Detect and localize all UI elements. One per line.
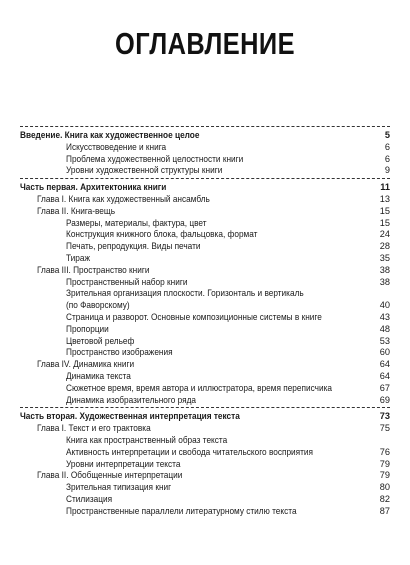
entry-page-number: 73 xyxy=(379,411,390,422)
entry-title: Размеры, материалы, фактура, цвет xyxy=(66,217,207,228)
page-title: ОГЛАВЛЕНИЕ xyxy=(115,26,295,61)
toc-subentry xyxy=(0,277,410,289)
entry-title: (по Фаворскому) xyxy=(66,300,130,311)
entry-title: Стилизация xyxy=(66,493,113,504)
entry-title: Пространственный набор книги xyxy=(66,276,188,287)
entry-title: Страница и разворот. Основные композиционные системы в книге xyxy=(66,311,322,322)
toc-subentry xyxy=(0,241,410,253)
entry-title: Цветовой рельеф xyxy=(66,335,135,346)
entry-title: Глава II. Книга-вещь xyxy=(37,205,116,216)
entry-page-number: 64 xyxy=(379,370,390,381)
entry-page-number: 43 xyxy=(379,311,390,322)
entry-title: Глава II. Обобщенные интерпретации xyxy=(37,470,183,481)
entry-page-number: 60 xyxy=(379,347,390,358)
toc-subentry xyxy=(0,459,410,471)
entry-title: Пространственные параллели литературному стилю текста xyxy=(66,505,297,516)
toc-subentry xyxy=(0,371,410,383)
entry-page-number: 53 xyxy=(379,335,390,346)
entry-title: Проблема художественной целостности книги xyxy=(66,153,244,164)
toc-chapter-entry xyxy=(0,359,410,371)
entry-title: Искусствоведение и книга xyxy=(66,141,167,152)
entry-page-number: 9 xyxy=(384,165,390,176)
toc-subentry xyxy=(0,288,410,300)
toc-subentry xyxy=(0,447,410,459)
toc-subentry xyxy=(0,506,410,518)
entry-page-number: 5 xyxy=(384,130,390,140)
entry-title: Динамика изобразительного ряда xyxy=(66,394,197,405)
entry-page-number: 11 xyxy=(380,182,390,193)
toc-subentry xyxy=(0,253,410,265)
toc-subentry xyxy=(0,300,410,312)
entry-title: Активность интерпретации и свобода читательского восприятия xyxy=(66,446,314,457)
toc-subentry xyxy=(0,229,410,241)
toc-subentry xyxy=(0,435,410,447)
entry-page-number: 15 xyxy=(379,217,390,228)
entry-page-number: 24 xyxy=(379,229,390,240)
entry-title: Сюжетное время, время автора и иллюстратора, время переписчика xyxy=(66,382,332,393)
entry-page-number: 87 xyxy=(379,505,390,516)
toc-section xyxy=(0,126,410,177)
entry-title: Введение. Книга как художественное целое xyxy=(20,130,200,140)
toc-subentry xyxy=(0,383,410,395)
entry-page-number: 79 xyxy=(379,470,390,481)
entry-title: Конструкция книжного блока, фальцовка, формат xyxy=(66,229,258,240)
toc-subentry xyxy=(0,218,410,230)
table-of-contents xyxy=(0,126,410,519)
entry-page-number: 28 xyxy=(379,241,390,252)
entry-title: Уровни художественной структуры книги xyxy=(66,165,223,176)
entry-page-number: 38 xyxy=(379,264,390,275)
section-divider xyxy=(20,126,390,127)
entry-title: Книга как пространственный образ текста xyxy=(66,434,228,445)
entry-title: Пропорции xyxy=(66,323,109,334)
entry-page-number: 76 xyxy=(379,446,390,457)
entry-title: Часть первая. Архитектоника книги xyxy=(20,182,167,193)
entry-page-number: 82 xyxy=(379,493,390,504)
entry-title: Тираж xyxy=(66,252,91,263)
entry-title: Глава IV. Динамика книги xyxy=(37,359,135,370)
section-divider xyxy=(20,407,390,408)
toc-subentry xyxy=(0,482,410,494)
entry-title: Глава I. Текст и его трактовка xyxy=(37,423,151,434)
toc-part-entry xyxy=(0,411,410,423)
entry-page-number: 48 xyxy=(379,323,390,334)
entry-title: Глава I. Книга как художественный ансамбль xyxy=(37,193,210,204)
entry-page-number: 38 xyxy=(379,276,390,287)
toc-subentry xyxy=(0,324,410,336)
entry-page-number: 69 xyxy=(379,394,390,405)
toc-subentry xyxy=(0,165,410,177)
entry-title: Динамика текста xyxy=(66,370,131,381)
toc-part-entry xyxy=(0,182,410,194)
section-divider xyxy=(20,178,390,179)
entry-title: Уровни интерпретации текста xyxy=(66,458,181,469)
entry-page-number: 13 xyxy=(379,193,390,204)
toc-subentry xyxy=(0,395,410,407)
entry-title: Пространство изображения xyxy=(66,347,173,358)
toc-subentry xyxy=(0,336,410,348)
toc-section xyxy=(0,407,410,517)
toc-chapter-entry xyxy=(0,265,410,277)
entry-page-number: 6 xyxy=(384,141,390,152)
toc-chapter-entry xyxy=(0,206,410,218)
entry-title: Зрительная типизация книг xyxy=(66,482,172,493)
entry-page-number: 15 xyxy=(379,205,390,216)
entry-title: Часть вторая. Художественная интерпретация текста xyxy=(20,411,240,422)
entry-page-number: 35 xyxy=(379,252,390,263)
toc-subentry xyxy=(0,347,410,359)
entry-page-number: 64 xyxy=(379,359,390,370)
toc-chapter-entry xyxy=(0,194,410,206)
entry-page-number: 75 xyxy=(379,423,390,434)
entry-page-number: 6 xyxy=(384,153,390,164)
toc-subentry xyxy=(0,494,410,506)
entry-title: Печать, репродукция. Виды печати xyxy=(66,241,201,252)
toc-part-entry xyxy=(0,130,410,142)
toc-subentry xyxy=(0,312,410,324)
toc-subentry xyxy=(0,154,410,166)
entry-page-number: 80 xyxy=(379,482,390,493)
entry-title: Глава III. Пространство книги xyxy=(37,264,150,275)
toc-section xyxy=(0,178,410,406)
toc-subentry xyxy=(0,142,410,154)
toc-chapter-entry xyxy=(0,470,410,482)
entry-page-number: 79 xyxy=(379,458,390,469)
entry-title: Зрительная организация плоскости. Горизонталь и вертикаль xyxy=(66,288,304,299)
entry-page-number: 67 xyxy=(379,382,390,393)
entry-page-number: 40 xyxy=(379,300,390,311)
toc-chapter-entry xyxy=(0,423,410,435)
